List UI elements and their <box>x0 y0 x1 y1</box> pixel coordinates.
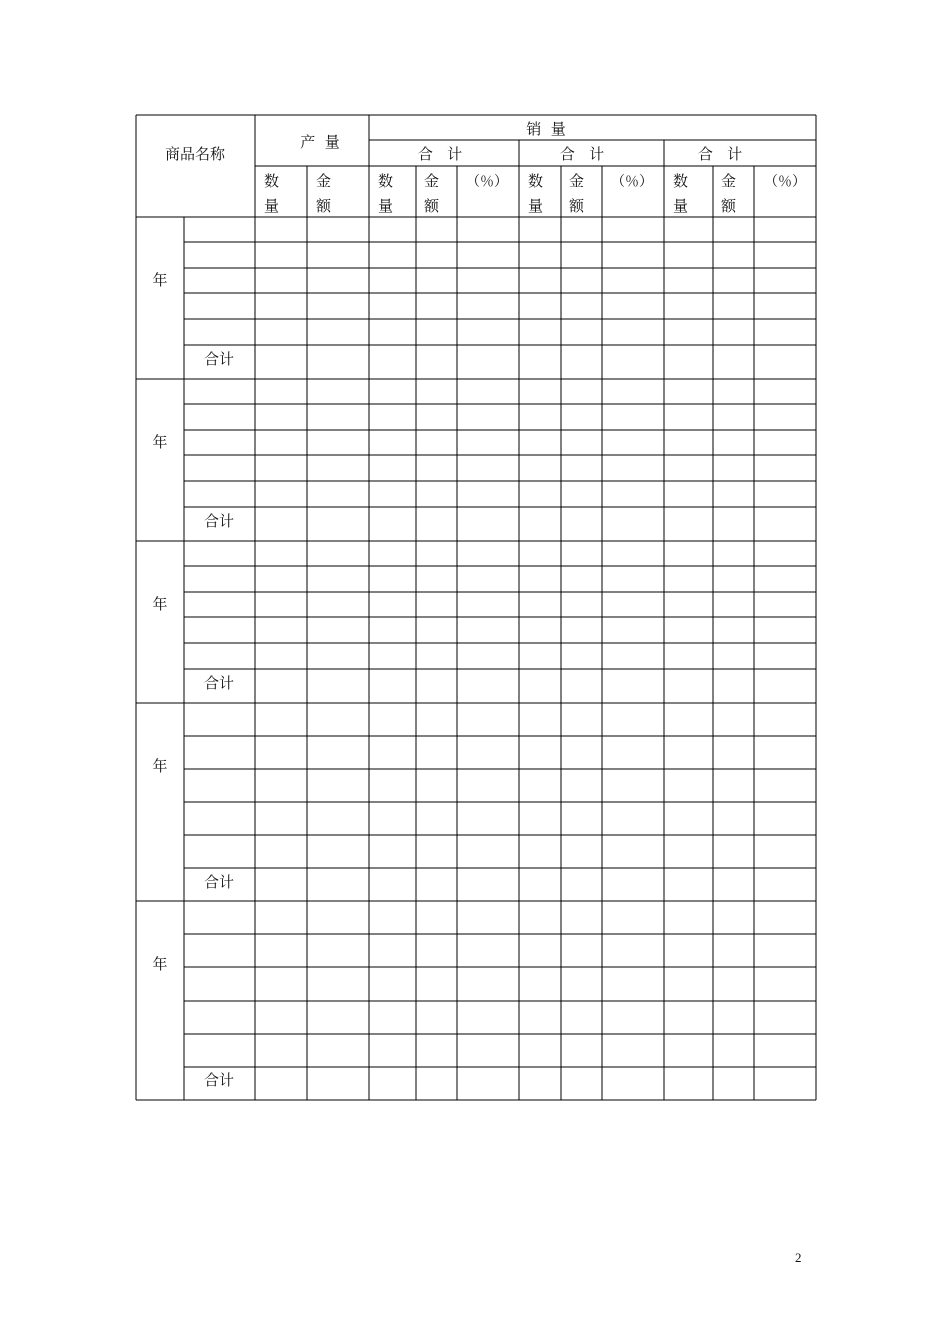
subheader-qty-bottom: 量 <box>673 197 689 215</box>
subheader-amount-bottom: 额 <box>721 197 737 215</box>
subheader-group-production <box>264 172 332 215</box>
block-4-subtotal-label: 合计 <box>203 873 235 891</box>
subheader-group-sales-3 <box>673 172 806 215</box>
subheader-amount-bottom: 额 <box>569 197 585 215</box>
header-total-3: 合 计 <box>697 145 743 163</box>
table-grid <box>136 115 816 1100</box>
subheader-qty-top: 数 <box>528 172 544 190</box>
subheader-group-sales-1 <box>378 172 508 215</box>
block-1-subtotal-label: 合计 <box>203 350 235 368</box>
page-number: 2 <box>795 1250 802 1265</box>
subheader-amount-bottom: 额 <box>316 197 332 215</box>
block-5-subtotal-label: 合计 <box>203 1071 235 1089</box>
header-product-name: 商品名称 <box>164 145 226 163</box>
subheader-qty-bottom: 量 <box>528 197 544 215</box>
subheader-amount-bottom: 额 <box>424 197 440 215</box>
block-5-year-label: 年 <box>152 955 168 973</box>
subheader-qty-top: 数 <box>264 172 280 190</box>
subheader-amount-top: 金 <box>569 172 585 190</box>
subheader-amount-top: 金 <box>424 172 440 190</box>
subheader-qty-top: 数 <box>673 172 689 190</box>
block-2-subtotal-label: 合计 <box>203 512 235 530</box>
subheader-percent: （％） <box>611 174 653 190</box>
block-2-year-label: 年 <box>152 433 168 451</box>
subheader-percent: （％） <box>764 174 806 190</box>
header-total-2: 合 计 <box>559 145 605 163</box>
header-sales: 销 量 <box>526 120 566 138</box>
block-4-year-label: 年 <box>152 757 168 775</box>
subheader-qty-bottom: 量 <box>378 197 394 215</box>
subheader-amount-top: 金 <box>721 172 737 190</box>
subheader-qty-top: 数 <box>378 172 394 190</box>
subheader-percent: （％） <box>466 174 508 190</box>
subheader-qty-bottom: 量 <box>264 197 280 215</box>
subheader-group-sales-2 <box>528 172 653 215</box>
subheader-amount-top: 金 <box>316 172 332 190</box>
block-3-year-label: 年 <box>152 595 168 613</box>
header-total-1: 合 计 <box>417 145 463 163</box>
header-production: 产 量 <box>300 133 340 151</box>
block-1-year-label: 年 <box>152 271 168 289</box>
block-3-subtotal-label: 合计 <box>203 674 235 692</box>
